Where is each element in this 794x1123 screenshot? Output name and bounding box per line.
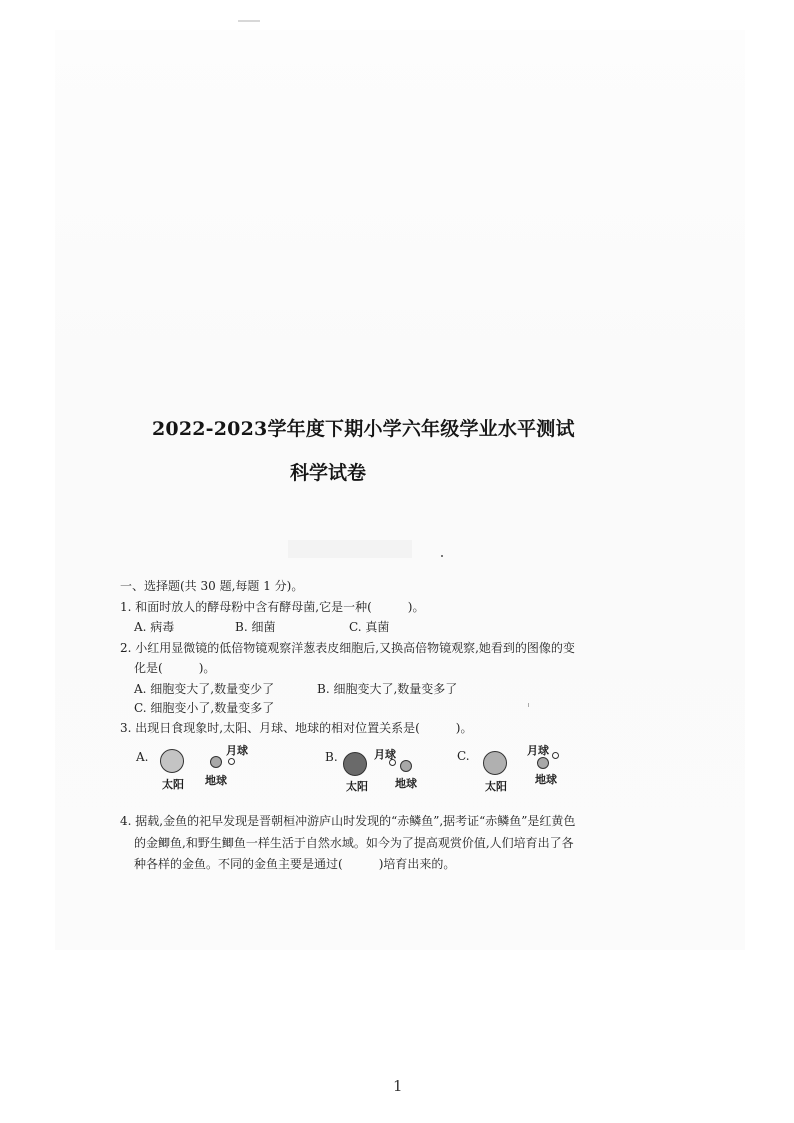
moon-label: 月球 — [226, 744, 248, 757]
question-3-option-c-letter: C. — [457, 749, 470, 763]
question-4-text: 种各样的金鱼。不同的金鱼主要是通过( — [134, 857, 343, 871]
question-1-option-c: C. 真菌 — [349, 620, 390, 634]
earth-circle — [537, 757, 549, 769]
sun-label: 太阳 — [485, 780, 507, 793]
moon-circle — [552, 752, 559, 759]
earth-circle — [210, 756, 222, 768]
question-2-stem-line1: 2. 小红用显微镜的低倍物镜观察洋葱表皮细胞后,又换高倍物镜观察,她看到的图像的变 — [120, 641, 575, 655]
moon-circle — [228, 758, 235, 765]
question-1-option-a: A. 病毒 — [134, 620, 175, 634]
question-3-option-a-letter: A. — [136, 750, 149, 764]
question-1-stem-close: )。 — [407, 600, 425, 614]
sun-circle — [483, 751, 507, 775]
question-4-line3 — [134, 856, 455, 872]
scan-smudge — [288, 540, 412, 558]
question-3-stem — [120, 720, 472, 736]
exam-title: 2022-2023学年度下期小学六年级学业水平测试 — [152, 418, 575, 440]
sun-circle — [160, 749, 184, 773]
scan-speck — [528, 703, 529, 707]
question-3-stem-close: )。 — [455, 721, 473, 735]
scan-speck — [441, 555, 443, 557]
sun-circle — [343, 752, 367, 776]
page-number: 1 — [393, 1077, 403, 1095]
sun-label: 太阳 — [346, 780, 368, 793]
question-1-stem — [120, 599, 424, 615]
moon-label: 月球 — [374, 748, 396, 761]
sun-label: 太阳 — [162, 778, 184, 791]
question-4-line2: 的金鲫鱼,和野生鲫鱼一样生活于自然水域。如今为了提高观赏价值,人们培育出了各 — [134, 836, 574, 850]
question-4-close: )培育出来的。 — [378, 857, 456, 871]
scan-mark — [238, 20, 260, 22]
question-4-line1: 4. 据载,金鱼的祀早发现是晋朝桓冲游庐山时发现的“赤鳞鱼”,据考证“赤鳞鱼”是红黄色 — [120, 814, 576, 828]
scan-background — [55, 30, 745, 950]
question-2-stem-line2 — [134, 660, 215, 676]
question-3-stem-text: 3. 出现日食现象时,太阳、月球、地球的相对位置关系是( — [120, 721, 420, 735]
earth-label: 地球 — [205, 774, 227, 787]
earth-label: 地球 — [395, 777, 417, 790]
question-3-option-b-letter: B. — [325, 750, 338, 764]
section-heading: 一、选择题(共 30 题,每题 1 分)。 — [120, 579, 304, 593]
question-1-option-b: B. 细菌 — [235, 620, 276, 634]
moon-label: 月球 — [527, 744, 549, 757]
question-2-stem-text: 化是( — [134, 661, 163, 675]
question-2-option-b: B. 细胞变大了,数量变多了 — [317, 682, 458, 696]
question-1-stem-text: 1. 和面时放人的酵母粉中含有酵母菌,它是一种( — [120, 600, 372, 614]
question-2-stem-close: )。 — [198, 661, 216, 675]
question-2-option-a: A. 细胞变大了,数量变少了 — [134, 682, 275, 696]
earth-label: 地球 — [535, 773, 557, 786]
question-2-option-c: C. 细胞变小了,数量变多了 — [134, 701, 275, 715]
exam-subtitle: 科学试卷 — [290, 462, 367, 484]
earth-circle — [400, 760, 412, 772]
